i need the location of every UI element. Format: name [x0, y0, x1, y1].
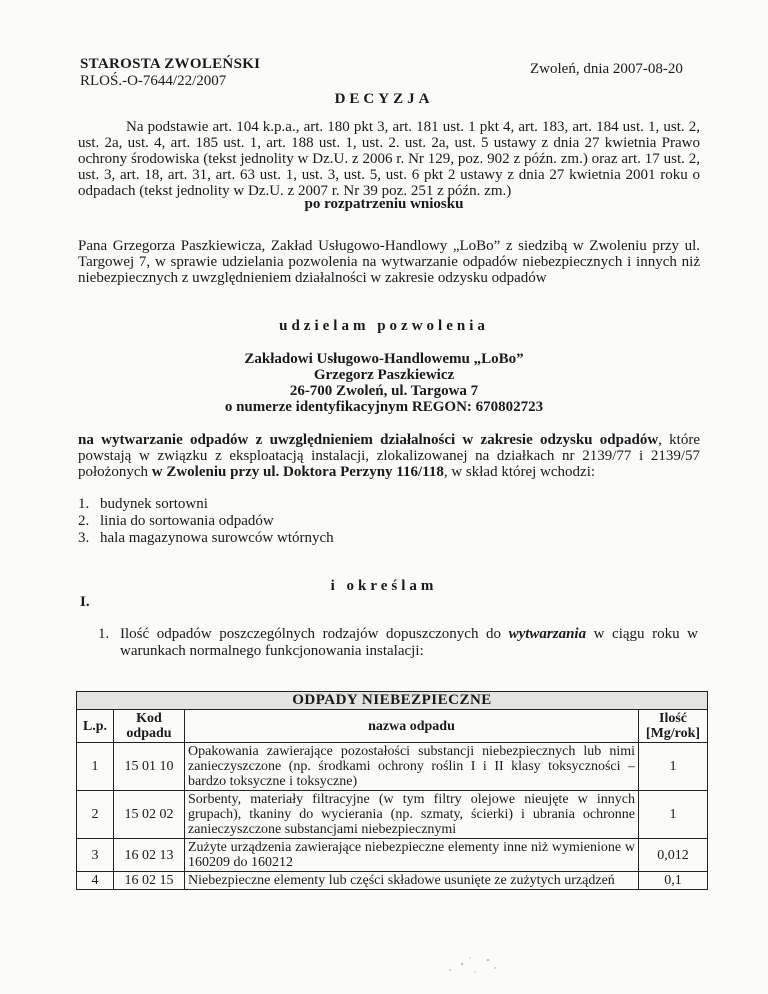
table-row: 1 15 01 10 Opakowania zawierające pozostałości substancji niebezpiecznych lub nimi zanieczyszczone (np. środkami ochrony roślin I i II klasy toksyczności – bardzo toksyczne i toksyczne) 1 — [77, 743, 708, 791]
list-item: 1. budynek sortowni — [78, 496, 208, 512]
section-number: I. — [80, 594, 90, 610]
hazardous-waste-table — [76, 691, 708, 890]
scope-paragraph — [78, 432, 700, 480]
scan-smudge — [440, 950, 510, 980]
scope-location: w Zwoleniu przy ul. Doktora Perzyny 116/118 — [151, 464, 444, 480]
request-paragraph: Pana Grzegorza Paszkiewicza, Zakład Usługowo-Handlowy „LoBo” z siedzibą w Zwoleniu przy ul. Targowej 7, w sprawie udzielania pozwolenia na wytwarzanie odpadów niebezpiecznych i innych niż niebezpiecznych z uwzględnieniem działalności w zakresie odzysku odpadów — [78, 238, 700, 286]
table-row: 3 16 02 13 Zużyte urządzenia zawierające niebezpieczne elementy inne niż wymienione w 160209 do 160212 0,012 — [77, 839, 708, 872]
header-ilosc: Ilość [Mg/rok] — [639, 710, 708, 743]
recipient-block — [0, 351, 768, 415]
table-band-title: ODPADY NIEBEZPIECZNE — [77, 692, 708, 710]
place-date: Zwoleń, dnia 2007-08-20 — [530, 61, 683, 77]
recipient-person: Grzegorz Paszkiewicz — [313, 367, 455, 383]
scope-bold-start: na wytwarzanie odpadów z uwzględnieniem działalności w zakresie odzysku odpadów — [78, 432, 659, 448]
issuing-authority: STAROSTA ZWOLEŃSKI — [80, 56, 261, 72]
point-1: 1. Ilość odpadów poszczególnych rodzajów dopuszczonych do wytwarzania w ciągu roku w warunkach normalnego funkcjonowania instalacji: — [98, 626, 698, 659]
recipient-address: 26-700 Zwoleń, ul. Targowa 7 — [289, 383, 479, 399]
document-title: DECYZJA — [334, 91, 434, 107]
table-row: 4 16 02 15 Niebezpieczne elementy lub części składowe usunięte ze zużytych urządzeń 0,1 — [77, 872, 708, 890]
header-lp: L.p. — [77, 710, 114, 743]
reference-number: RLOŚ.-O-7644/22/2007 — [80, 73, 227, 89]
header-left — [80, 56, 260, 90]
recipient-regon: o numerze identyfikacyjnym REGON: 670802723 — [224, 399, 544, 415]
after-review-heading: po rozpatrzeniu wniosku — [304, 196, 464, 212]
header-nazwa: nazwa odpadu — [185, 710, 639, 743]
table-row: 2 15 02 02 Sorbenty, materiały filtracyjne (w tym filtry olejowe nieujęte w innych grupach), tkaniny do wycierania (np. szmaty, ścierki) i ubrania ochronne zanieczyszczone substancjami niebezpiecznymi 1 — [77, 791, 708, 839]
determine-heading: i określam — [330, 578, 438, 594]
recipient-company: Zakładowi Usługowo-Handlowemu „LoBo” — [244, 351, 524, 367]
header-kod: Kod odpadu — [114, 710, 185, 743]
emphasis-wytwarzania: wytwarzania — [508, 626, 587, 642]
scope-middle: , które powstają w związku z eksploatacją instalacji, zlokalizowanej na działkach nr 2139/77 i 2139/57 położonych — [78, 432, 700, 480]
installation-list — [78, 496, 334, 547]
list-item: 3. hala magazynowa surowców wtórnych — [78, 530, 334, 546]
list-item: 2. linia do sortowania odpadów — [78, 513, 274, 529]
legal-basis-paragraph: Na podstawie art. 104 k.p.a., art. 180 pkt 3, art. 181 ust. 1 pkt 4, art. 183, art. 184 ust. 1, ust. 2, ust. 2a, ust. 4, art. 185 ust. 1, art. 188 ust. 1, ust. 2. ust. 2a, ust. 5 ustawy z dnia 27 kwietnia Prawo ochrony środowiska (tekst jednolity w Dz.U. z 2006 r. Nr 129, poz. 902 z późn. zm.) oraz art. 17 ust. 2, ust. 3, art. 18, art. 31, art. 63 ust. 1, ust. 3, ust. 5, ust. 6 pkt 2 ustawy z dnia 27 kwietnia 2001 roku o odpadach (tekst jednolity w Dz.U. z 2007 r. Nr 39 poz. 251 z późn. zm.) — [78, 119, 700, 199]
grant-heading: udzielam pozwolenia — [279, 318, 489, 334]
scope-end: , w skład której wchodzi: — [443, 464, 596, 480]
